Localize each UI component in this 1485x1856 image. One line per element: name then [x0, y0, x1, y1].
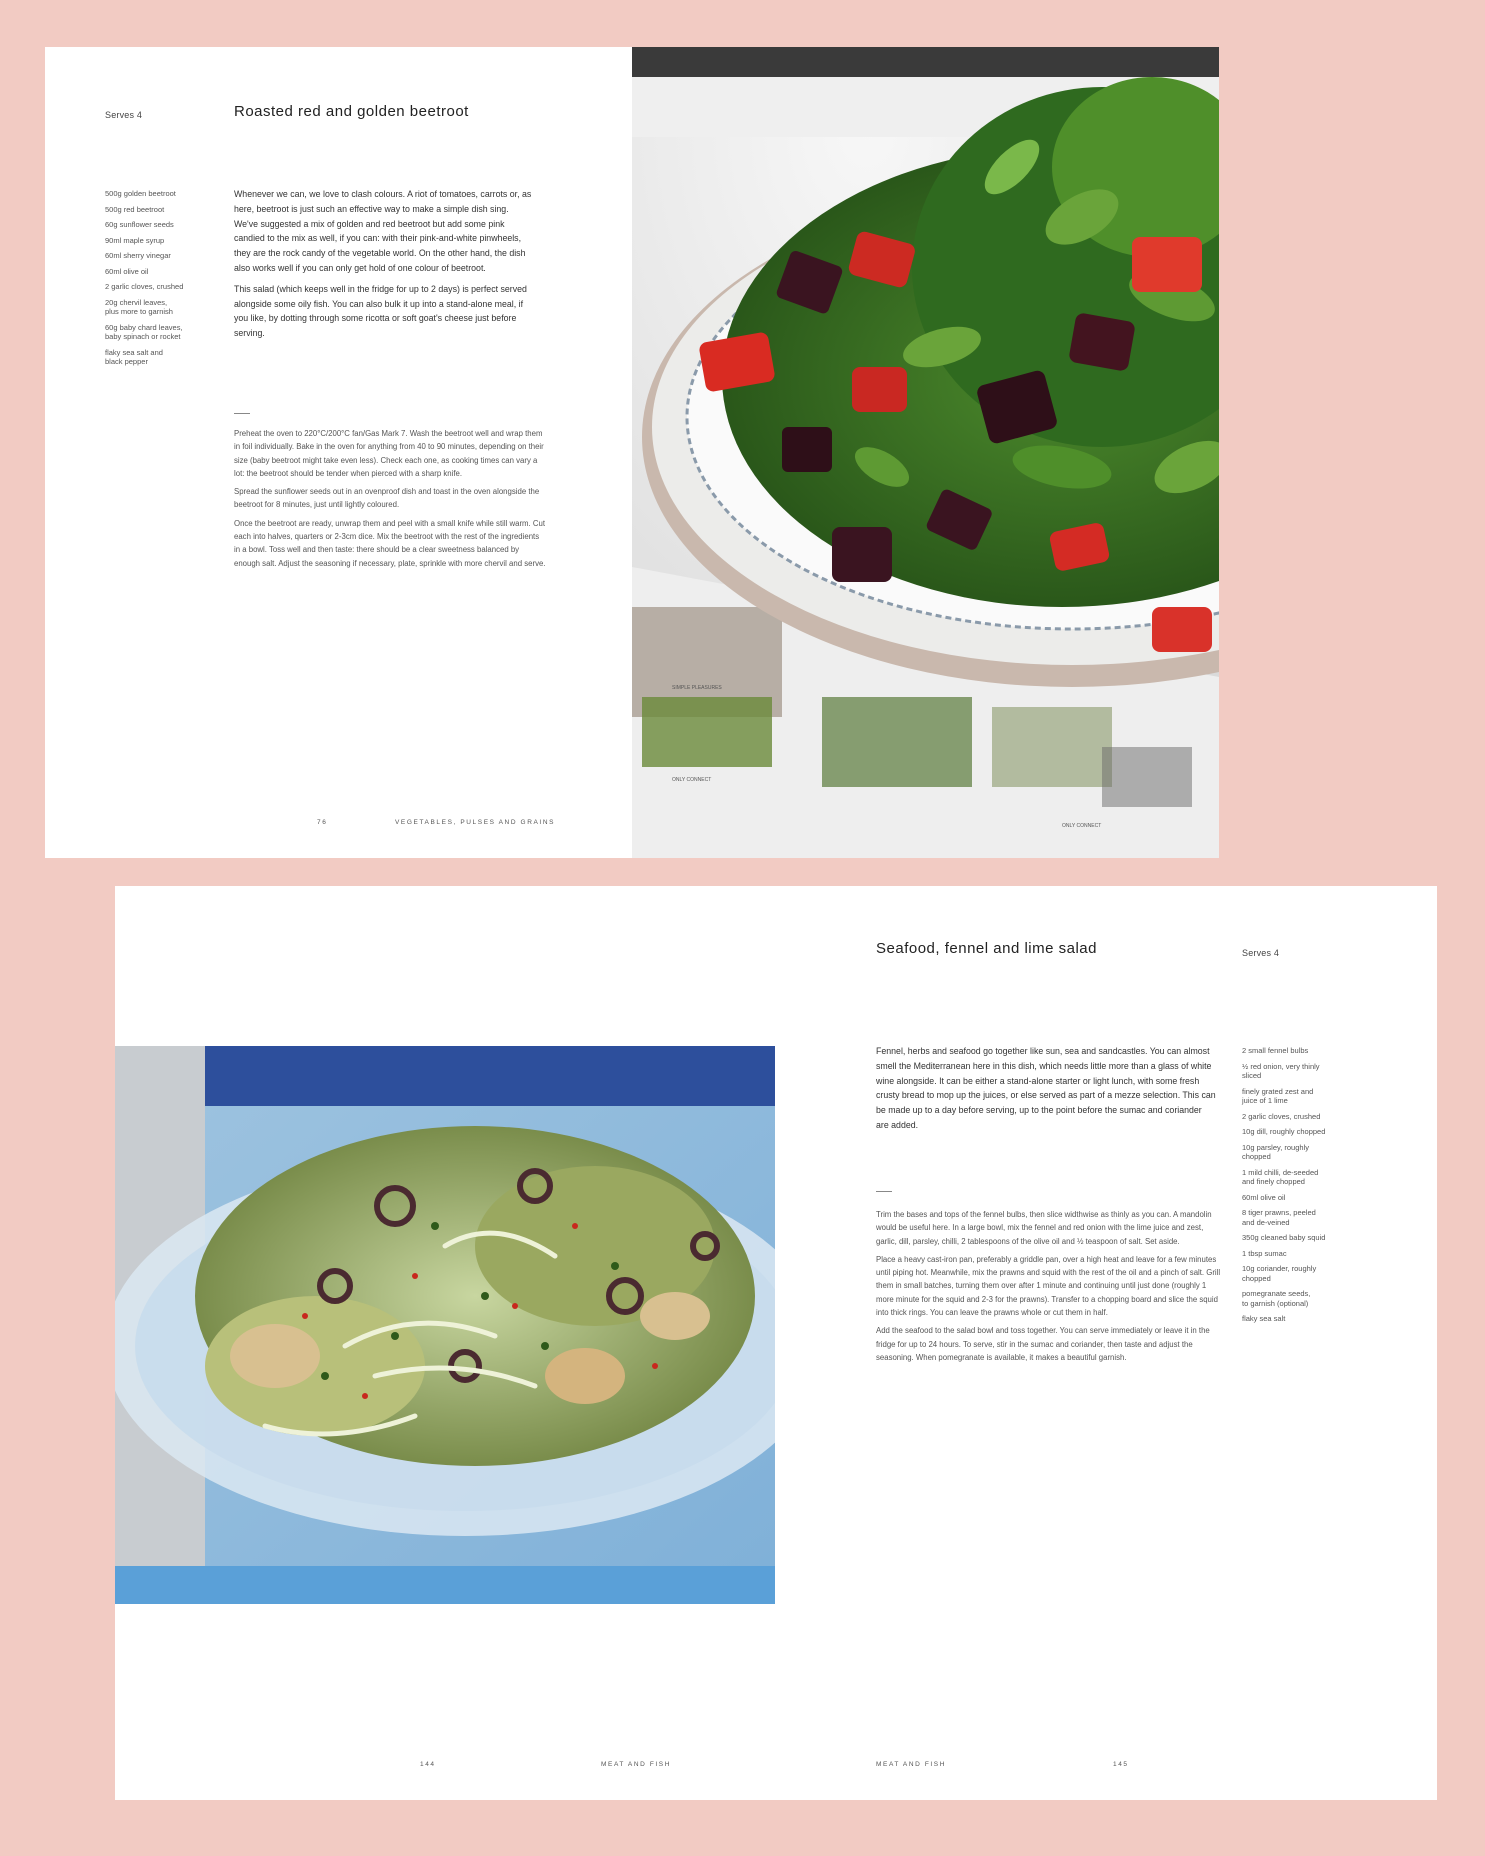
intro-paragraph: Whenever we can, we love to clash colours. A riot of tomatoes, carrots or, as here, beetroot is just such an effective way to make a simple dish sing. We've suggested a mix of golden and red beetroot but add some pink candied to the mix as well, if you can: with their pink-and-white pinwheels, they are the rock candy of the vegetable world. On the other hand, the dish also works well if you can only get hold of one colour of beetroot. [234, 189, 532, 273]
ingredient-item: 60ml olive oil [105, 266, 149, 276]
ingredient-item: 60g sunflower seeds [105, 220, 174, 229]
ingredient-item: 60ml sherry vinegar [105, 251, 171, 260]
recipe-title: Roasted red and golden beetroot [234, 103, 469, 120]
ingredient-item: 2 garlic cloves, crushed [105, 282, 184, 291]
ingredients-list [1242, 1046, 1367, 1330]
page-number: 76 [317, 819, 328, 826]
beetroot-salad-photo [632, 47, 1219, 858]
intro-paragraph: This salad (which keeps well in the fridge for up to 2 days) is perfect served alongside some oily fish. You can also bulk it up into a stand-alone meal, if you like, by dotting through some ricotta or soft goat's cheese just before serving. [234, 283, 527, 339]
ingredient-item: 90ml maple syrup [105, 235, 165, 245]
divider [234, 413, 250, 414]
beetroot-spread [45, 47, 1219, 858]
ingredient-item: 2 garlic cloves, crushed [1242, 1111, 1321, 1121]
magazine-caption: SIMPLE PLEASURES [672, 685, 722, 691]
method-paragraph: Once the beetroot are ready, unwrap them and peel with a small knife while still warm. Cut each into halves, quarters or 2-3cm dice. Mix the beetroot with the rest of the ingredients in a bowl. Toss well and then taste: there should be a clear sweetness balanced by enough salt. Adjust the seasoning if necessary, plate, sprinkle with more chervil and serve. [234, 518, 546, 568]
right-section-footer: MEAT AND FISH [876, 1761, 947, 1768]
recipe-intro [234, 187, 534, 347]
recipe-method [234, 427, 546, 575]
ingredient-item: 1 mild chilli, de-seeded and finely chopped [1242, 1167, 1319, 1186]
magazine-caption: ONLY CONNECT [1062, 823, 1102, 829]
divider [876, 1191, 892, 1192]
ingredient-item: 8 tiger prawns, peeled and de-veined [1242, 1208, 1316, 1227]
beetroot-salad-image [632, 47, 1219, 858]
right-page-number: 145 [1113, 1761, 1129, 1768]
method-paragraph: Spread the sunflower seeds out in an ovenproof dish and toast in the oven alongside the beetroot for 8 minutes, just until lightly coloured. [234, 487, 540, 510]
recipe-method [876, 1208, 1222, 1369]
ingredients-list [105, 189, 213, 373]
left-section-footer: MEAT AND FISH [601, 1761, 672, 1768]
ingredient-item: 1 tbsp sumac [1242, 1248, 1287, 1258]
seafood-spread [115, 886, 1437, 1800]
seafood-salad-image [115, 1046, 775, 1604]
intro-paragraph: Fennel, herbs and seafood go together like sun, sea and sandcastles. You can almost smell the Mediterranean here in this dish, which needs little more than a glass of white wine alongside. It can be either a stand-alone starter or light lunch, with some fresh crusty bread to mop up the juices, or else served as part of a mezze selection. This can be made up to a day before serving, up to the point before the sumac and coriander are added. [876, 1046, 1216, 1130]
ingredient-item: 10g parsley, roughly chopped [1242, 1142, 1309, 1161]
method-paragraph: Add the seafood to the salad bowl and toss together. You can serve immediately or leave it in the fridge for up to 24 hours. To serve, stir in the sumac and coriander, then taste and adjust the seasoning. When pomegranate is available, it makes a beautiful garnish. [876, 1326, 1210, 1362]
recipe-intro [876, 1044, 1216, 1139]
magazine-caption: ONLY CONNECT [672, 777, 712, 783]
ingredient-item: pomegranate seeds, to garnish (optional) [1242, 1289, 1311, 1308]
ingredient-item: ½ red onion, very thinly sliced [1242, 1061, 1320, 1080]
method-paragraph: Preheat the oven to 220°C/200°C fan/Gas Mark 7. Wash the beetroot well and wrap them in foil individually. Bake in the oven for anything from 40 to 90 minutes, depending on their size (baby beetroot might take even less). Check each one, as cooking times can vary a lot: the beetroot should be tender when pierced with a sharp knife. [234, 429, 544, 478]
ingredient-item: 500g golden beetroot [105, 189, 176, 198]
ingredient-item: 500g red beetroot [105, 204, 165, 214]
left-page-number: 144 [420, 1761, 436, 1768]
ingredient-item: 2 small fennel bulbs [1242, 1046, 1309, 1055]
ingredient-item: 60ml olive oil [1242, 1192, 1286, 1202]
ingredient-item: 20g chervil leaves, plus more to garnish [105, 297, 173, 316]
method-paragraph: Trim the bases and tops of the fennel bulbs, then slice widthwise as thinly as you can. A mandolin would be useful here. In a large bowl, mix the fennel and red onion with the lime juice and zest, garlic, dill, parsley, chilli, 2 tablespoons of the olive oil and ½ teaspoon of salt. Set aside. [876, 1210, 1212, 1246]
ingredient-item: 10g dill, roughly chopped [1242, 1127, 1326, 1136]
ingredient-item: 60g baby chard leaves, baby spinach or rocket [105, 322, 183, 341]
method-paragraph: Place a heavy cast-iron pan, preferably a griddle pan, over a high heat and leave for a few minutes until piping hot. Meanwhile, mix the prawns and squid with the rest of the oil and a pinch of salt. Grill them in small batches, turning them over after 1 minute and continuing until just done (roughly 1 more minute for the squid and 2-3 for the prawns). Transfer to a chopping board and slice the squid into thick rings. You can leave the prawns whole or cut them in half. [876, 1254, 1221, 1318]
section-footer: VEGETABLES, PULSES AND GRAINS [395, 819, 556, 826]
recipe-title: Seafood, fennel and lime salad [876, 940, 1097, 957]
serves-label: Serves 4 [105, 110, 143, 120]
ingredient-item: 350g cleaned baby squid [1242, 1233, 1326, 1242]
ingredient-item: 10g coriander, roughly chopped [1242, 1264, 1317, 1283]
ingredient-item: flaky sea salt and black pepper [105, 347, 163, 366]
ingredient-item: finely grated zest and juice of 1 lime [1242, 1086, 1314, 1105]
ingredient-item: flaky sea salt [1242, 1314, 1286, 1323]
serves-label: Serves 4 [1242, 948, 1280, 958]
seafood-salad-photo [115, 1046, 775, 1604]
